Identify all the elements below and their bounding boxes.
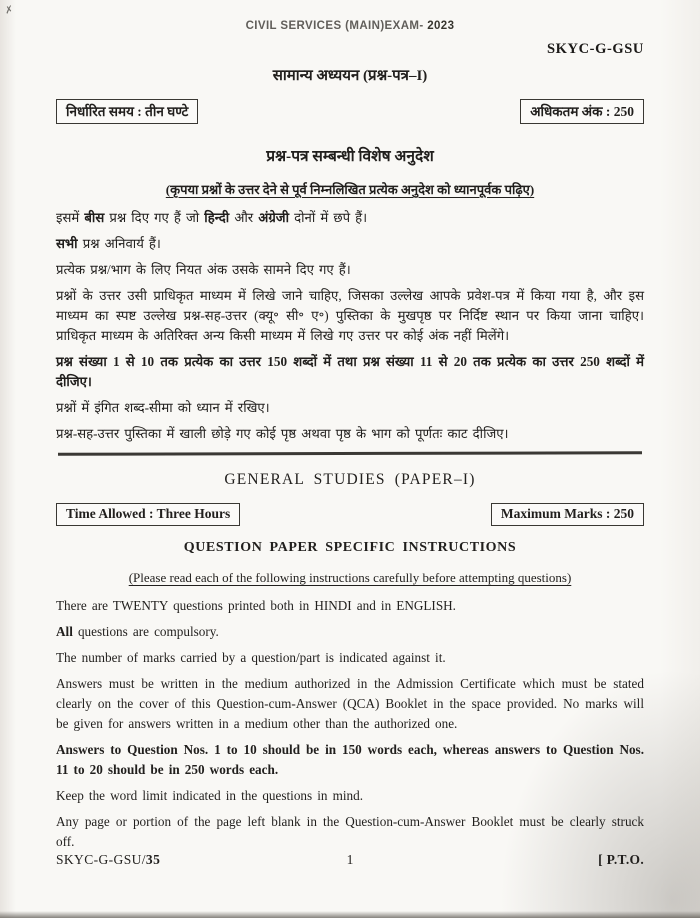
hindi-instruction-paragraph: इसमें बीस प्रश्न दिए गए हैं जो हिन्दी और अंग्रेजी दोनों में छपे हैं।	[56, 210, 368, 225]
scan-artifact-mark: ✗	[3, 4, 15, 17]
page-footer	[56, 852, 644, 868]
english-instruction-paragraph: Keep the word limit indicated in the questions in mind.	[56, 787, 364, 803]
paper-title-english: GENERAL STUDIES (PAPER–I)	[224, 470, 476, 488]
exam-header-year: 2023	[427, 20, 455, 32]
pto-label: [ P.T.O.	[598, 852, 644, 867]
hindi-instruction-paragraph: प्रत्येक प्रश्न/भाग के लिए नियत अंक उसके सामने दिए गए हैं।	[56, 262, 351, 277]
time-allowed-box-english: Time Allowed : Three Hours	[56, 503, 240, 526]
paper-title-hindi: सामान्य अध्ययन (प्रश्न-पत्र–I)	[272, 68, 428, 84]
maximum-marks-box-hindi: अधिकतम अंक : 250	[520, 99, 644, 124]
instructions-hindi	[56, 208, 644, 444]
english-instruction-paragraph: Any page or portion of the page left blank in the Question-cum-Answer Booklet must be clearly struck off.	[56, 813, 644, 849]
section-divider-line	[58, 451, 642, 455]
exam-header-text: CIVIL SERVICES (MAIN)EXAM-	[245, 20, 428, 32]
time-allowed-box-hindi: निर्धारित समय : तीन घण्टे	[56, 99, 198, 124]
hindi-instruction-paragraph: प्रश्नों में इंगित शब्द-सीमा को ध्यान में रखिए।	[56, 400, 270, 415]
english-instruction-paragraph: The number of marks carried by a question/part is indicated against it.	[56, 649, 446, 665]
paper-code: SKYC-G-GSU	[546, 41, 644, 57]
hindi-instruction-paragraph: प्रश्न-सह-उत्तर पुस्तिका में खाली छोड़े गए कोई पृष्ठ अथवा पृष्ठ के भाग को पूर्णतः काट दीजिए।	[56, 426, 509, 441]
hindi-instruction-paragraph: प्रश्नों के उत्तर उसी प्राधिकृत माध्यम में लिखे जाने चाहिए, जिसका उल्लेख आपके प्रवेश-पत्र में किया गया है, और इस माध्यम का स्पष्ट उल्लेख प्रश्न-सह-उत्तर (क्यू॰ सी॰ ए॰) पुस्तिका के मुखपृष्ठ पर निर्दिष्ट स्थान पर किया जाना चाहिए। प्राधिकृत माध्यम के अतिरिक्त अन्य किसी माध्यम में लिखे गए उत्तर पर कोई अंक नहीं मिलेंगे।	[56, 288, 644, 343]
instructions-english	[56, 596, 644, 852]
maximum-marks-box-english: Maximum Marks : 250	[491, 503, 644, 526]
footer-code-number: 35	[145, 852, 161, 867]
english-instruction-paragraph: All questions are compulsory.	[56, 623, 219, 639]
english-instruction-paragraph: Answers to Question Nos. 1 to 10 should be in 150 words each, whereas answers to Question Nos. 11 to 20 should be in 250 words each.	[56, 741, 644, 777]
footer-code-prefix: SKYC-G-GSU/	[56, 852, 146, 867]
english-box-row	[56, 503, 644, 526]
english-instruction-paragraph: Answers must be written in the medium authorized in the Admission Certificate which must be stated clearly on the cover of this Question-cum-Answer (QCA) Booklet in the space provided. No marks will be given for answers written in a medium other than the authorized one.	[56, 675, 644, 731]
english-instruction-paragraph: There are TWENTY questions printed both in HINDI and in ENGLISH.	[56, 597, 456, 613]
read-note-english-text: (Please read each of the following instructions carefully before attempting questions)	[128, 569, 572, 585]
read-note-hindi-text: (कृपया प्रश्नों के उत्तर देने से पूर्व निम्नलिखित प्रत्येक अनुदेश को ध्यानपूर्वक पढ़िए)	[165, 182, 535, 197]
specific-instructions-heading-english: QUESTION PAPER SPECIFIC INSTRUCTIONS	[183, 539, 517, 555]
footer-paper-code	[56, 852, 347, 868]
special-instructions-heading-hindi: प्रश्न-पत्र सम्बन्धी विशेष अनुदेश	[266, 148, 434, 165]
read-note-hindi	[56, 180, 644, 198]
read-note-english	[56, 570, 644, 586]
page-number: 1	[346, 852, 354, 867]
hindi-instruction-paragraph: प्रश्न संख्या 1 से 10 तक प्रत्येक का उत्तर 150 शब्दों में तथा प्रश्न संख्या 11 से 20 तक प्रत्येक का उत्तर 250 शब्दों में दीजिए।	[56, 354, 644, 389]
hindi-instruction-paragraph: सभी प्रश्न अनिवार्य हैं।	[56, 236, 161, 251]
hindi-box-row	[56, 99, 644, 124]
exam-header	[56, 20, 644, 32]
